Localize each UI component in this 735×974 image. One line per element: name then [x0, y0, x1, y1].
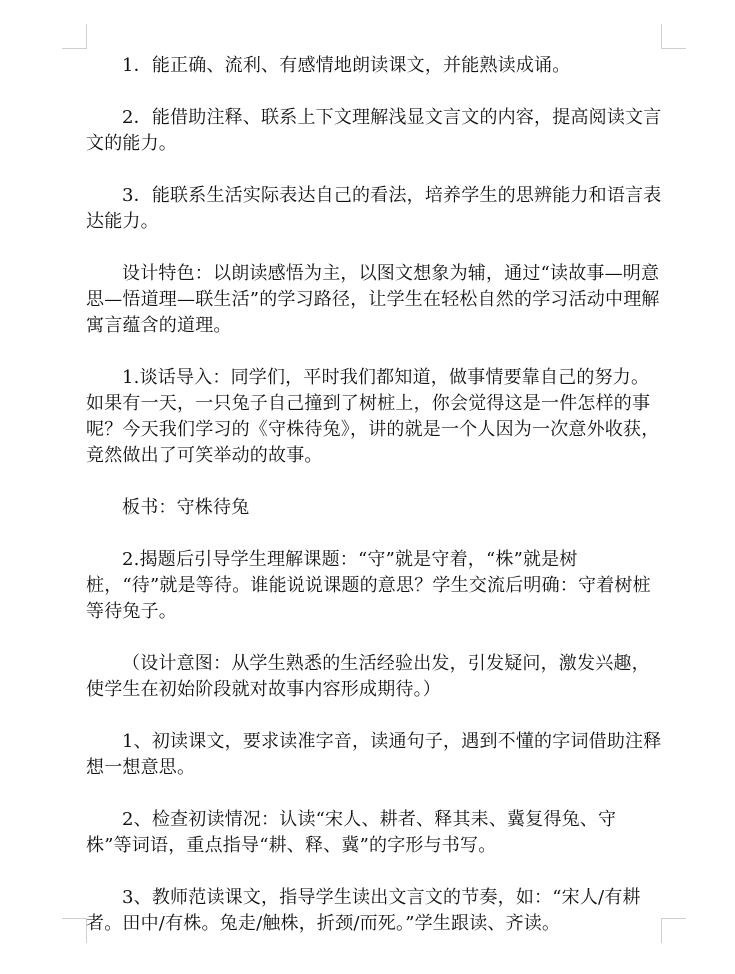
step-title-explanation: 2.揭题后引导学生理解课题：“守”就是守着，“株”就是树桩，“待”就是等待。谁能说说课题的意思？学生交流后明确：守着树桩等待兔子。 [86, 549, 651, 622]
crop-mark-top-right [661, 24, 686, 49]
crop-mark-bottom-left [62, 918, 87, 943]
document-body [86, 53, 662, 963]
reading-step-3: 3、教师范读课文，指导学生读出文言文的节奏，如：“宋人/有耕者。田中/有株。兔走/触株，折颈/而死。”学生跟读、齐读。 [86, 887, 641, 934]
design-features: 设计特色：以朗读感悟为主，以图文想象为辅，通过“读故事—明意思—悟道理—联生活”的学习路径，让学生在轻松自然的学习活动中理解寓言蕴含的道理。 [86, 263, 660, 336]
step-intro-talk: 1.谈话导入：同学们，平时我们都知道，做事情要靠自己的努力。如果有一天，一只兔子自己撞到了树桩上，你会觉得这是一件怎样的事呢？今天我们学习的《守株待兔》，讲的就是一个人因为一次意外收获，竟然做出了可笑举动的故事。 [86, 367, 660, 466]
objective-2: 2．能借助注释、联系上下文理解浅显文言文的内容，提高阅读文言文的能力。 [86, 107, 662, 154]
design-intent: （设计意图：从学生熟悉的生活经验出发，引发疑问，激发兴趣，使学生在初始阶段就对故事内容形成期待。） [86, 653, 650, 700]
reading-step-1: 1、初读课文，要求读准字音，读通句子，遇到不懂的字词借助注释想一想意思。 [86, 731, 662, 778]
crop-mark-top-left [62, 24, 87, 49]
board-writing: 板书：守株待兔 [122, 497, 250, 518]
objective-3: 3．能联系生活实际表达自己的看法，培养学生的思辨能力和语言表达能力。 [86, 185, 662, 232]
crop-mark-bottom-right [661, 918, 686, 943]
reading-step-2: 2、检查初读情况：认读“宋人、耕者、释其耒、冀复得兔、守株”等词语，重点指导“耕、释、冀”的字形与书写。 [86, 809, 617, 856]
objective-1: 1．能正确、流利、有感情地朗读课文，并能熟读成诵。 [122, 55, 571, 76]
